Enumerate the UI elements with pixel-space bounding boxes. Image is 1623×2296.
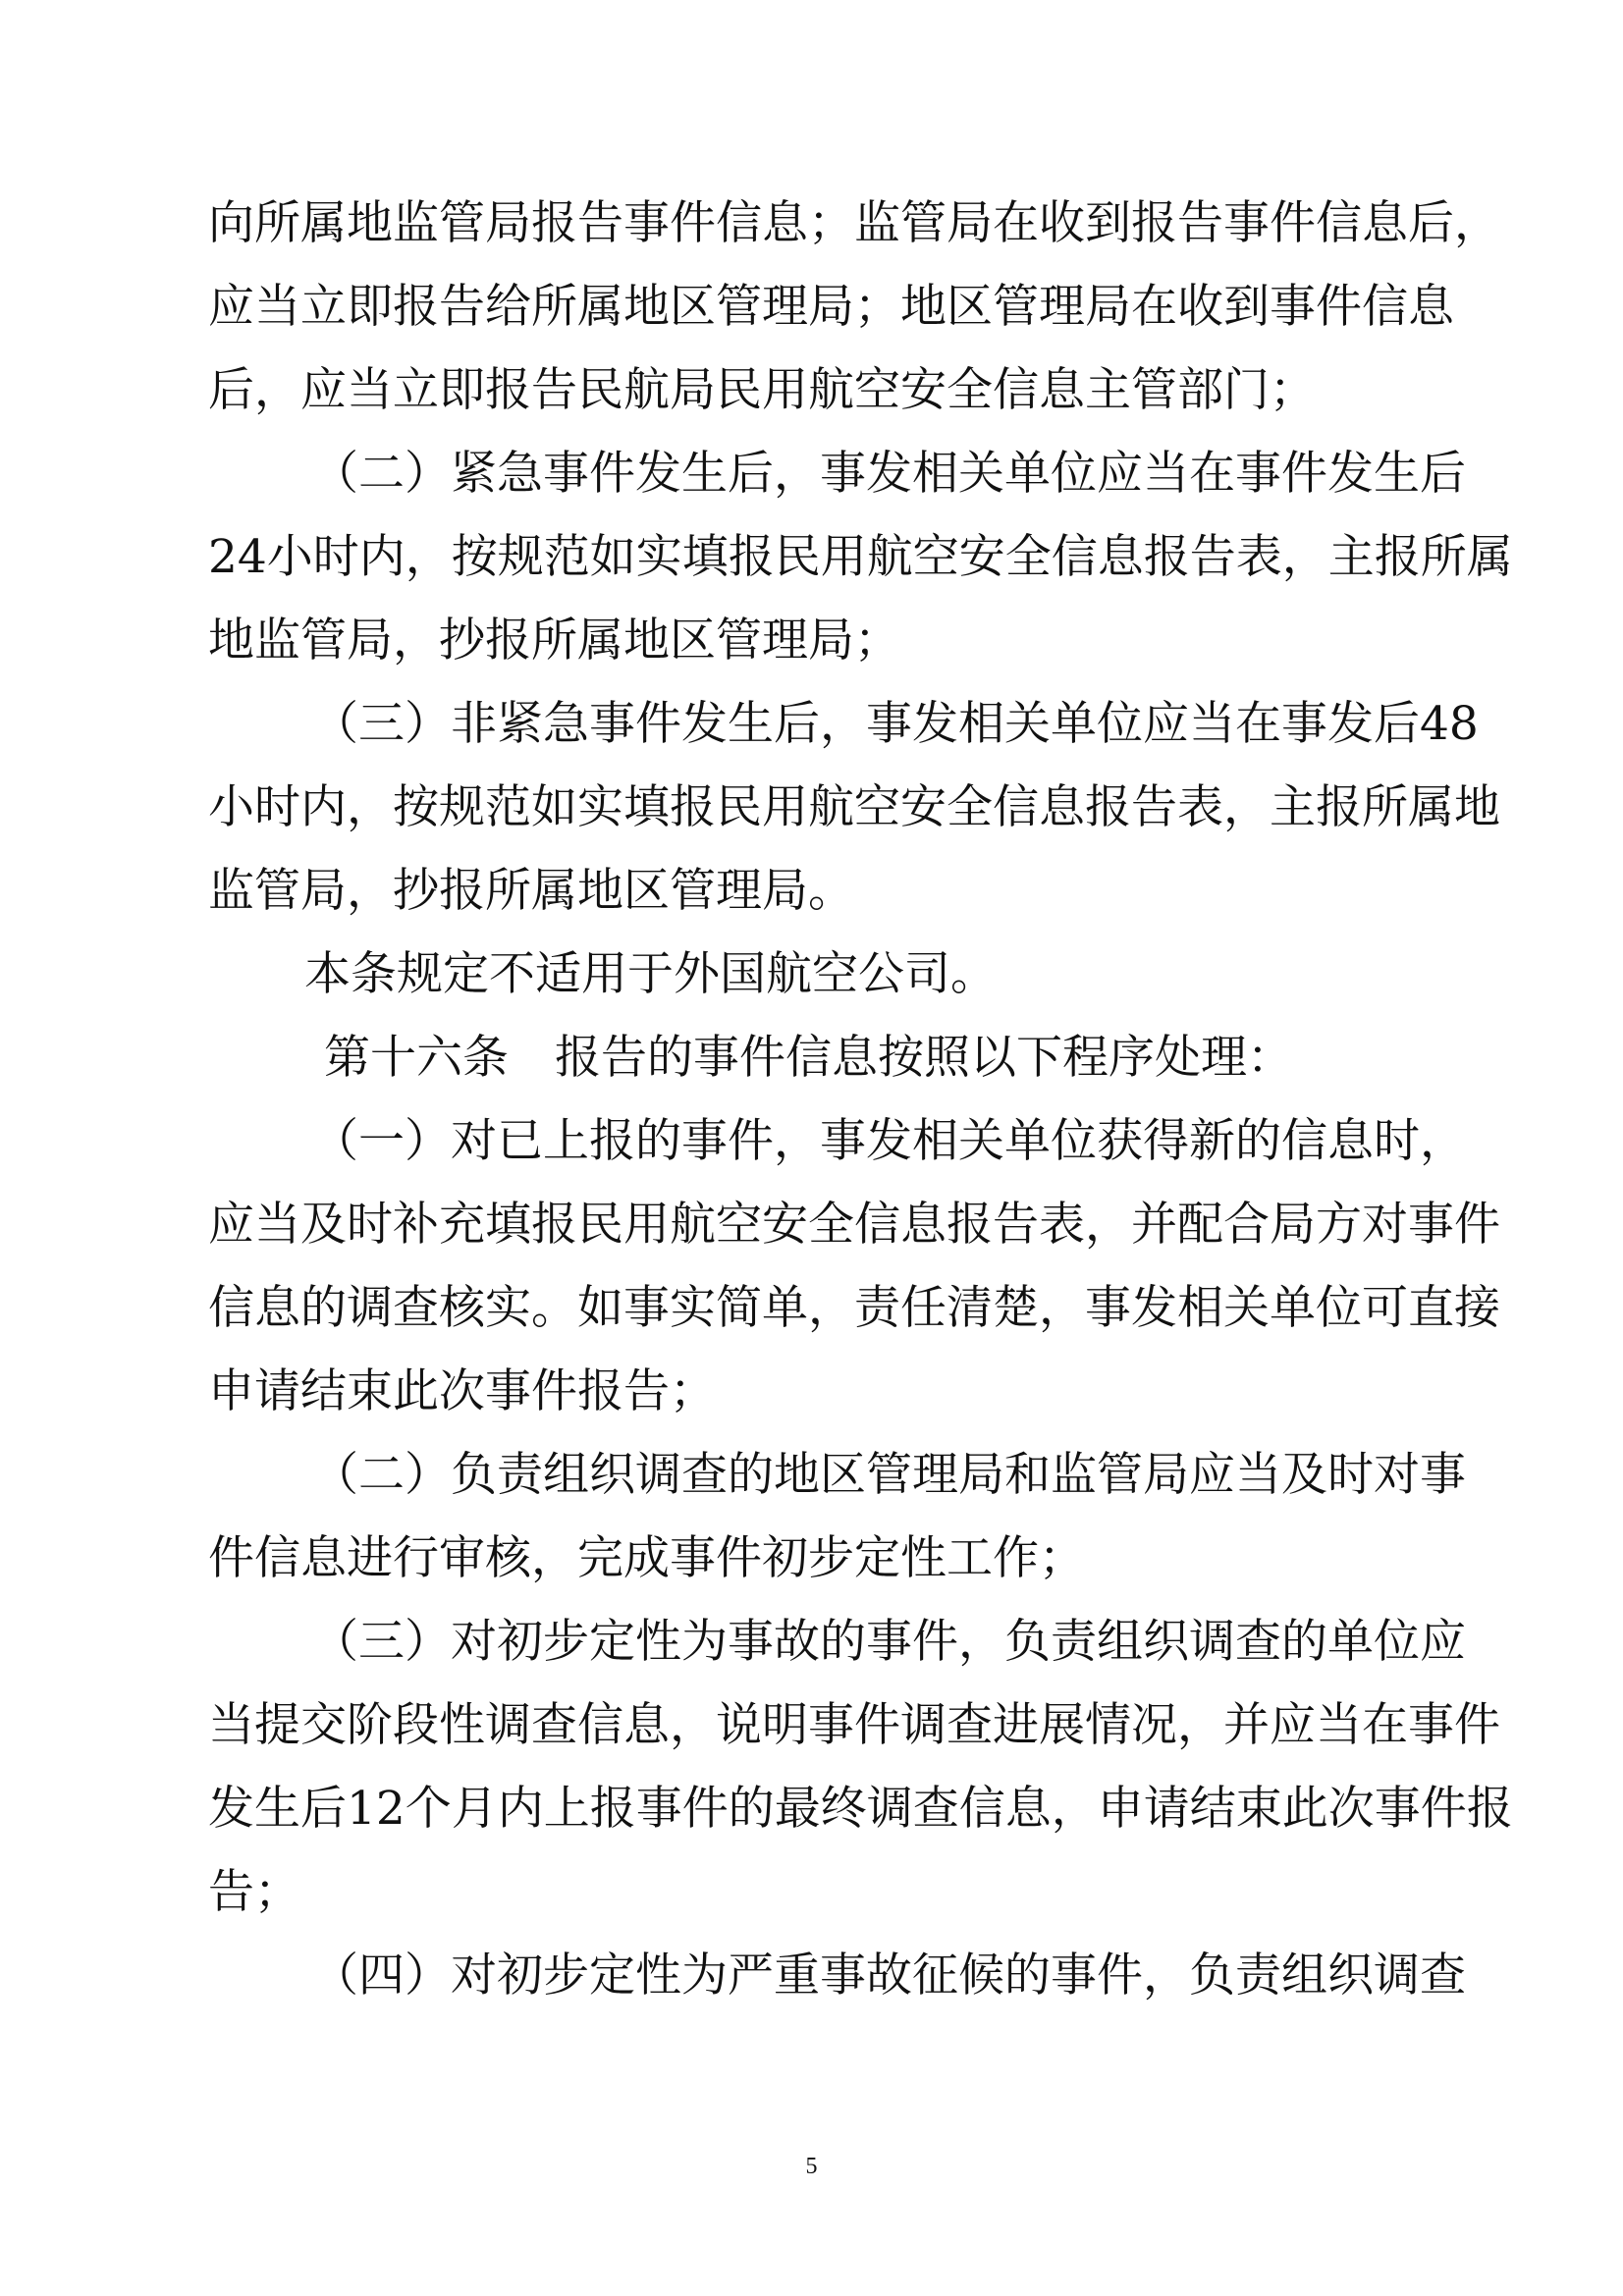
text-line-21: 告； — [208, 1865, 300, 1919]
text-line-22: （四）对初步定性为严重事故征候的事件，负责组织调查 — [312, 1949, 1466, 2002]
text-line-16: （二）负责组织调查的地区管理局和监管局应当及时对事 — [312, 1448, 1466, 1502]
article-heading: 第十六条 报告的事件信息按照以下程序处理： — [324, 1031, 1293, 1085]
text-line-3: 后，应当立即报告民航局民用航空安全信息主管部门； — [208, 363, 1316, 417]
text-line-5: 24小时内，按规范如实填报民用航空安全信息报告表，主报所属 — [208, 530, 1513, 584]
page-number: 5 — [805, 2154, 818, 2179]
text-line-6: 地监管局，抄报所属地区管理局； — [208, 614, 900, 667]
text-line-14: 信息的调查核实。如事实简单，责任清楚，事发相关单位可直接 — [208, 1281, 1500, 1335]
text-line-20: 发生后12个月内上报事件的最终调查信息，申请结束此次事件报 — [208, 1782, 1513, 1836]
text-line-15: 申请结束此次事件报告； — [208, 1364, 716, 1418]
text-line-12: （一）对已上报的事件，事发相关单位获得新的信息时， — [312, 1114, 1466, 1168]
text-line-13: 应当及时补充填报民用航空安全信息报告表，并配合局方对事件 — [208, 1198, 1500, 1252]
text-line-18: （三）对初步定性为事故的事件，负责组织调查的单位应 — [312, 1615, 1466, 1669]
text-line-7: （三）非紧急事件发生后，事发相关单位应当在事发后48 — [312, 697, 1479, 751]
text-line-9: 监管局，抄报所属地区管理局。 — [208, 864, 854, 918]
text-line-10: 本条规定不适用于外国航空公司。 — [304, 947, 997, 1001]
text-line-8: 小时内，按规范如实填报民用航空安全信息报告表，主报所属地 — [208, 780, 1500, 834]
text-line-17: 件信息进行审核，完成事件初步定性工作； — [208, 1531, 1085, 1585]
text-line-19: 当提交阶段性调查信息，说明事件调查进展情况，并应当在事件 — [208, 1698, 1500, 1752]
text-line-4: （二）紧急事件发生后，事发相关单位应当在事件发生后 — [312, 447, 1466, 501]
text-line-1: 向所属地监管局报告事件信息；监管局在收到报告事件信息后， — [208, 196, 1500, 250]
text-line-2: 应当立即报告给所属地区管理局；地区管理局在收到事件信息 — [208, 280, 1454, 334]
